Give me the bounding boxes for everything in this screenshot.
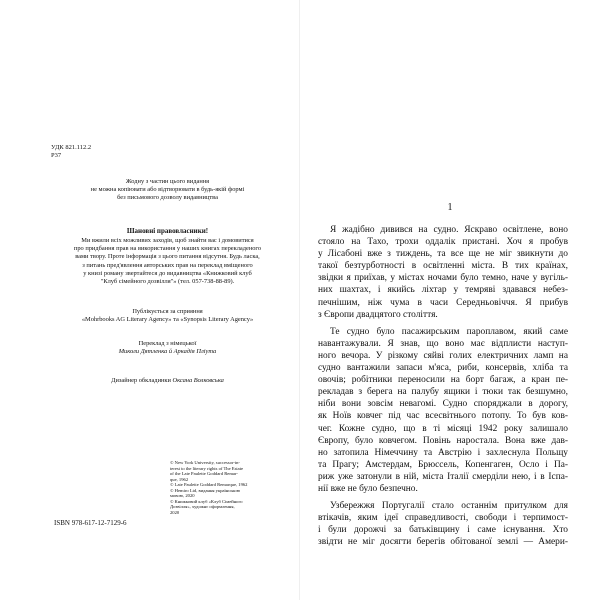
appeal-line: вами твору. Проте інформація з цього питання відсутня. Будь ласка, [75, 253, 260, 261]
text-line: рекладав з берега на палубу ящики і тюки так безшумно, [318, 387, 568, 398]
text-line: риж уже затонули в ній, міста Італії смерділи нею, і в Іспа- [318, 471, 568, 482]
text-line: Я жадібно дивився на судно. Яскраво освітлене, воно [330, 225, 568, 235]
copyright-line: © Книжковий клуб «Клуб Сімейного [170, 498, 243, 504]
paragraph [318, 224, 568, 321]
text-line: навантажували. Я знав, що воно має відплисти наступ- [318, 338, 568, 349]
text-line: втікачів, яким ідеї справедливості, свободи і терпимост- [318, 513, 568, 524]
text-line: печнішим, ніж чума в часи Середньовіччя. Я прибув [318, 297, 568, 308]
bbk-line: Р37 [51, 152, 62, 159]
text-line: звідти не міг досягти берегів обітованої землі — Амери- [318, 537, 568, 548]
copyright-line: © Late Paulette Goddard Remarque, 1962 [170, 482, 248, 487]
chapter-number: 1 [447, 202, 453, 213]
translation-credit [40, 340, 295, 356]
cover-label: Дизайнер обкладинки [111, 377, 171, 384]
notice-line: Жодну з частин цього видання [125, 178, 210, 185]
copyright-line: 2020 [170, 509, 180, 515]
paragraph [318, 326, 568, 495]
text-line: з Європи двадцятого століття. [318, 309, 438, 320]
copyright-line: мовою, 2020 [170, 493, 195, 498]
text-line: ного вечора. У різкому сяйві голих електричних ламп на [318, 350, 568, 361]
text-line: Узбережжя Португалії стало останнім притулком для [330, 501, 568, 512]
copyright-block [170, 460, 280, 515]
paragraph [318, 500, 568, 548]
copyright-line: Дозвілля», художнє оформлення, [170, 504, 235, 509]
appeal-line: "Клуб сімейного дозвілля"» (тел. 057-738-88-89). [100, 278, 235, 286]
appeal-line: про придбання прав на використання у наших книгах перекладеного [73, 245, 262, 253]
text-line: но затопила Німеччину та Австрію і захлеснула Польщу [318, 447, 568, 458]
text-line: такої безтурботності в освітленні міста. В тих країнах, [318, 261, 568, 272]
text-line: і були дорожчі за батьківщину і саме існування. Хто [318, 525, 568, 536]
text-line: стояло на Тахо, трохи оддалік пристані. Хоч я пробув [318, 237, 568, 248]
copyright-line: © New York University, successor-in- [170, 460, 240, 465]
text-line: та Прагу; Амстердам, Брюссель, Копенгаген, Осло і Па- [318, 459, 568, 470]
published-line: Публікується за сприяння [132, 308, 203, 315]
udk-code [51, 144, 91, 160]
text-line: у Лісабоні вже з тиждень, та все ще не міг звикнути до [318, 249, 568, 260]
text-line: нії вже не було безпечно. [318, 483, 418, 494]
copyright-line: que, 1962 [170, 476, 189, 482]
text-line: як Ноїв ковчег під час всесвітнього потопу. То був ков- [318, 411, 568, 422]
appeal-line: Ми вжили всіх можливих заходів, щоб знайти вас і домовитися [81, 237, 254, 244]
text-line: чег. Кожне судно, що в ті місяці 1942 року залишало [318, 423, 568, 434]
text-line: ніби вони зовсім невагомі. Судно споряджали в дорогу, [318, 399, 568, 410]
udk-line: УДК 821.112.2 [51, 144, 92, 151]
copyright-line: © Hemiro Ltd, видання українською [170, 487, 241, 493]
text-line: звідки я приїхав, у містах ночами було темно, наче у вугіль- [318, 273, 568, 284]
isbn: ISBN 978-617-12-7129-6 [54, 519, 127, 527]
translators: Миколи Дятленка й Аркадія Пліута [118, 348, 217, 356]
copyright-line: of the Late Paulette Goddard Remar- [170, 471, 238, 476]
text-line: них шахтах, і якийсь ліхтар у темряві здавався небез- [318, 285, 568, 296]
published-line: «Mohrbooks AG Literary Agency» та «Synopsis Literary Agency» [81, 316, 254, 324]
published-with [40, 308, 295, 324]
text-line: судно вантажили запаси м'яса, риби, консервів, хліба та [318, 363, 568, 374]
text-line: овочів; робітники переносили на борт багаж, а кран пе- [318, 375, 568, 386]
text-line: Те судно було пасажирським пароплавом, який саме [330, 326, 568, 337]
appeal-title: Шановні правовласники! [126, 227, 209, 235]
cover-credit [40, 377, 295, 385]
cover-designer: Оксана Волковська [172, 377, 224, 384]
chapter-body [318, 224, 568, 553]
text-line: Європу, було ковчегом. Повінь наростала. Вона вже дав- [318, 435, 568, 446]
copy-notice [40, 178, 295, 203]
appeal-line: у книзі роману звертайтеся до видавництва «Книжковий клуб [83, 269, 252, 277]
notice-line: не можна копіювати або відтворювати в будь-якій формі [90, 186, 245, 194]
appeal-line: з питань пред'явлення авторських прав на переклад вміщеного [82, 261, 253, 269]
copyright-line: terest to the literary rights of The Estate [170, 465, 244, 471]
appeal-text [40, 237, 295, 286]
translated-label: Переклад з німецької [138, 340, 197, 347]
notice-line: без письмового дозволу видавництва [117, 194, 218, 202]
